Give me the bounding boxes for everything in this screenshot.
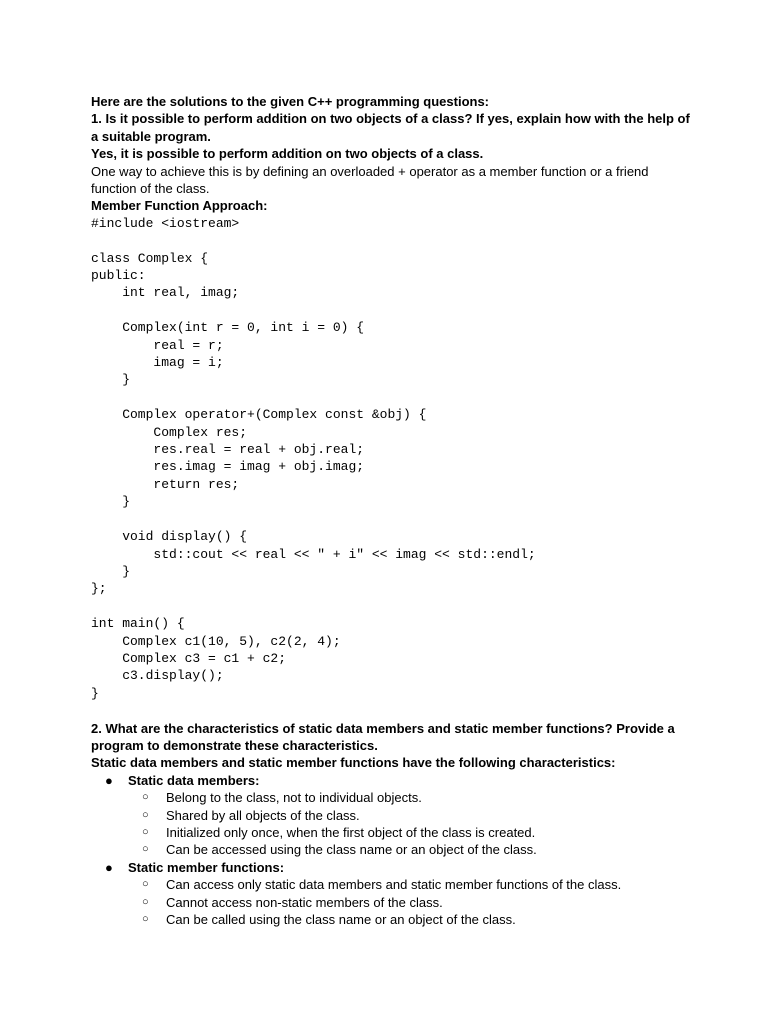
code-block: #include <iostream> class Complex { public: int real, imag; Complex(int r = 0, int i = 0) { real = r; imag = i; } Complex operator+(Complex const &obj) { Complex res; res.real = real + obj.real; res.imag = imag + obj.imag; return res; } void display() { std::cout << real << " + i" << imag << std::endl; } }; int main() { Complex c1(10, 5), c2(2, 4); Complex c3 = c1 + c2; c3.display(); } <box>91 215 536 701</box>
question-2: 2. What are the characteristics of static data members and static member functions? Provide a program to demonstrate these characteristics. <box>91 720 675 753</box>
hollow-bullet-icon: ○ <box>142 825 149 838</box>
sub-list <box>128 789 691 859</box>
answer-1: Yes, it is possible to perform addition on two objects of a class. <box>91 146 484 162</box>
list-item-static-data-members <box>91 772 691 859</box>
hollow-bullet-icon: ○ <box>142 791 149 804</box>
list-item <box>128 841 691 858</box>
list-item-text: Shared by all objects of the class. <box>166 807 360 823</box>
list-item <box>128 876 691 893</box>
list-item-text: Cannot access non-static members of the class. <box>166 894 443 910</box>
list-item <box>128 894 691 911</box>
list-item <box>128 807 691 824</box>
hollow-bullet-icon: ○ <box>142 843 149 856</box>
question-1: 1. Is it possible to perform addition on two objects of a class? If yes, explain how with the help of a suitable program. <box>91 111 690 144</box>
group-title: Static member functions: <box>128 859 285 875</box>
hollow-bullet-icon: ○ <box>142 895 149 908</box>
list-item <box>128 789 691 806</box>
hollow-bullet-icon: ○ <box>142 912 149 925</box>
list-item <box>128 911 691 928</box>
sub-list <box>128 876 691 928</box>
list-item <box>128 824 691 841</box>
group-title: Static data members: <box>128 772 260 788</box>
answer-2: Static data members and static member functions have the following characteristics: <box>91 755 616 771</box>
list-item-text: Can access only static data members and static member functions of the class. <box>166 877 622 893</box>
hollow-bullet-icon: ○ <box>142 808 149 821</box>
list-item-static-member-functions <box>91 859 691 929</box>
list-item-text: Can be accessed using the class name or an object of the class. <box>166 842 537 858</box>
hollow-bullet-icon: ○ <box>142 878 149 891</box>
list-item-text: Can be called using the class name or an object of the class. <box>166 911 516 927</box>
spacer <box>91 702 691 719</box>
approach-heading: Member Function Approach: <box>91 198 268 214</box>
intro-line: Here are the solutions to the given C++ programming questions: <box>91 94 490 109</box>
bullet-icon: ● <box>105 772 113 788</box>
document-page <box>91 93 691 928</box>
bullet-icon: ● <box>105 859 113 875</box>
list-item-text: Initialized only once, when the first object of the class is created. <box>166 824 536 840</box>
list-item-text: Belong to the class, not to individual objects. <box>166 790 422 806</box>
characteristics-list <box>91 772 691 929</box>
explanation-1: One way to achieve this is by defining an overloaded + operator as a member function or a friend function of the class. <box>91 163 649 196</box>
